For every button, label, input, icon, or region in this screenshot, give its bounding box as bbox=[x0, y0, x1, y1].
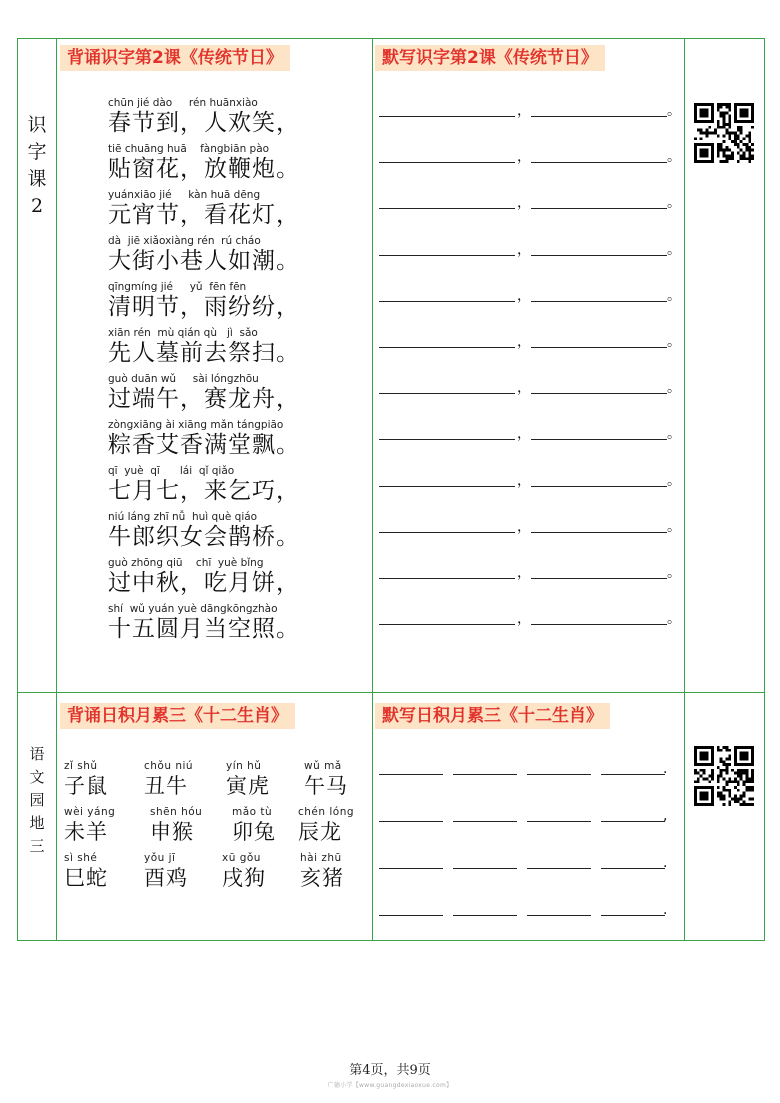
comma-mark: ， bbox=[517, 518, 531, 535]
table-border-bottom bbox=[17, 940, 765, 941]
hanzi: 大街小巷人如潮。 bbox=[108, 248, 300, 274]
answer-blank[interactable] bbox=[531, 162, 667, 163]
answer-blank[interactable] bbox=[379, 301, 515, 302]
dictation-row bbox=[379, 804, 679, 826]
dictation-row bbox=[379, 330, 679, 352]
hanzi: 春节到，人欢笑， bbox=[108, 110, 300, 136]
zodiac-item bbox=[64, 806, 144, 846]
pinyin: niú láng zhī nǚ huì què qiáo bbox=[108, 511, 258, 523]
dictation-row bbox=[379, 898, 679, 920]
pinyin: wèi yáng bbox=[64, 806, 116, 818]
table-border-right bbox=[764, 38, 765, 941]
period-mark: 。 bbox=[667, 149, 681, 166]
period-mark: 。 bbox=[667, 565, 681, 581]
zodiac-item bbox=[298, 806, 378, 846]
poem-line bbox=[108, 235, 300, 275]
comma-mark: ， bbox=[517, 149, 531, 166]
dictation-row bbox=[379, 376, 679, 398]
pinyin: zòngxiāng ài xiāng mǎn tángpiāo bbox=[108, 419, 284, 431]
answer-blank[interactable] bbox=[601, 774, 665, 775]
hanzi: 先人墓前去祭扫。 bbox=[108, 340, 300, 366]
hanzi: 丑牛 bbox=[144, 774, 188, 798]
pinyin: yín hǔ bbox=[226, 760, 262, 772]
period-mark: 。 bbox=[667, 241, 681, 258]
zodiac-item bbox=[64, 852, 144, 892]
hanzi: 辰龙 bbox=[298, 820, 342, 844]
qr-code-icon bbox=[694, 103, 754, 163]
answer-blank[interactable] bbox=[379, 208, 515, 209]
dictation-row bbox=[379, 145, 679, 167]
pinyin: sì shé bbox=[64, 852, 98, 864]
lesson-label-char: 字 bbox=[27, 141, 47, 163]
poem-line bbox=[108, 97, 300, 137]
hanzi: 牛郎织女会鹊桥。 bbox=[108, 524, 300, 550]
end-mark: , bbox=[663, 808, 668, 824]
pinyin: wǔ mǎ bbox=[304, 760, 342, 772]
table-border-top bbox=[17, 38, 765, 39]
pinyin: tiē chuāng huā fàngbiān pào bbox=[108, 143, 270, 155]
hanzi: 巳蛇 bbox=[64, 866, 108, 890]
lesson-label-char: 三 bbox=[29, 837, 45, 855]
page-number: 第4页，共9页 bbox=[349, 1063, 431, 1078]
dictation-heading: 默写识字第2课《传统节日》 bbox=[375, 45, 605, 71]
period-mark: 。 bbox=[667, 380, 681, 397]
pinyin: yǒu jī bbox=[144, 852, 176, 864]
pinyin: zǐ shǔ bbox=[64, 760, 98, 772]
pinyin: chǒu niú bbox=[144, 760, 194, 772]
end-mark: . bbox=[663, 855, 668, 871]
hanzi: 子鼠 bbox=[64, 774, 108, 798]
pinyin: qīngmíng jié yǔ fēn fēn bbox=[108, 281, 247, 293]
lesson-label bbox=[18, 112, 56, 220]
pinyin: yuánxiāo jié kàn huā dēng bbox=[108, 189, 261, 201]
dictation-row bbox=[379, 422, 679, 444]
answer-blank[interactable] bbox=[601, 868, 665, 869]
lesson-label-char: 园 bbox=[29, 791, 45, 809]
hanzi: 粽香艾香满堂飘。 bbox=[108, 432, 300, 458]
answer-blank[interactable] bbox=[531, 255, 667, 256]
hanzi: 酉鸡 bbox=[144, 866, 188, 890]
answer-blank[interactable] bbox=[531, 347, 667, 348]
answer-blank[interactable] bbox=[531, 393, 667, 394]
hanzi: 午马 bbox=[304, 774, 348, 798]
dictation-row bbox=[379, 607, 679, 629]
dictation-row bbox=[379, 469, 679, 491]
period-mark: 。 bbox=[667, 334, 681, 350]
answer-blank[interactable] bbox=[531, 486, 667, 487]
answer-blank[interactable] bbox=[527, 774, 591, 775]
poem-line bbox=[108, 143, 300, 183]
zodiac-item bbox=[144, 760, 224, 800]
dictation-row bbox=[379, 561, 679, 583]
answer-blank[interactable] bbox=[453, 774, 517, 775]
hanzi: 卯兔 bbox=[232, 820, 276, 844]
answer-blank[interactable] bbox=[379, 393, 515, 394]
end-mark: . bbox=[663, 902, 668, 918]
poem-line bbox=[108, 603, 300, 643]
hanzi: 过端午，赛龙舟， bbox=[108, 386, 300, 412]
poem-line bbox=[108, 557, 300, 597]
zodiac-item bbox=[64, 760, 144, 800]
pinyin: guò zhōng qiū chī yuè bǐng bbox=[108, 557, 264, 569]
poem-line bbox=[108, 465, 300, 505]
hanzi: 申猴 bbox=[150, 820, 194, 844]
pinyin: dà jiē xiǎoxiàng rén rú cháo bbox=[108, 235, 261, 247]
comma-mark: ， bbox=[517, 426, 531, 443]
hanzi: 十五圆月当空照。 bbox=[108, 616, 300, 642]
lesson-label-char: 2 bbox=[30, 195, 44, 217]
dictation-row bbox=[379, 515, 679, 537]
poem-line bbox=[108, 327, 300, 367]
comma-mark: ， bbox=[517, 611, 531, 628]
comma-mark: ， bbox=[517, 287, 531, 304]
comma-mark: ， bbox=[517, 103, 531, 119]
answer-blank[interactable] bbox=[531, 532, 667, 533]
hanzi: 未羊 bbox=[64, 820, 108, 844]
period-mark: 。 bbox=[667, 518, 681, 535]
label-column-divider bbox=[56, 38, 57, 941]
poem-line bbox=[108, 189, 300, 229]
zodiac-item bbox=[304, 760, 384, 800]
answer-blank[interactable] bbox=[379, 868, 443, 869]
answer-blank[interactable] bbox=[379, 821, 443, 822]
answer-blank[interactable] bbox=[527, 868, 591, 869]
answer-blank[interactable] bbox=[379, 347, 515, 348]
answer-blank[interactable] bbox=[531, 624, 667, 625]
recite-heading: 背诵日积月累三《十二生肖》 bbox=[60, 703, 295, 729]
period-mark: 。 bbox=[667, 426, 681, 443]
pinyin: xiān rén mù qián qù jì sǎo bbox=[108, 327, 258, 339]
comma-mark: ， bbox=[517, 195, 531, 212]
dictation-heading: 默写日积月累三《十二生肖》 bbox=[375, 703, 610, 729]
lesson-label-char: 地 bbox=[29, 814, 45, 832]
hanzi: 过中秋，吃月饼， bbox=[108, 570, 300, 596]
watermark: 广德小学【www.guangdexiaoxue.com】 bbox=[327, 1082, 453, 1089]
table-row-divider bbox=[17, 692, 765, 693]
pinyin: hài zhū bbox=[300, 852, 342, 864]
answer-blank[interactable] bbox=[379, 255, 515, 256]
comma-mark: ， bbox=[517, 241, 531, 258]
pinyin: qī yuè qī lái qǐ qiǎo bbox=[108, 465, 235, 477]
comma-mark: ， bbox=[517, 565, 531, 581]
answer-blank[interactable] bbox=[453, 915, 517, 916]
pinyin: shí wǔ yuán yuè dāngkōngzhào bbox=[108, 603, 278, 615]
dictation-row bbox=[379, 191, 679, 213]
pinyin: mǎo tù bbox=[232, 806, 273, 818]
dictation-row bbox=[379, 238, 679, 260]
poem-line bbox=[108, 373, 300, 413]
answer-blank[interactable] bbox=[379, 578, 515, 579]
zodiac-item bbox=[150, 806, 230, 846]
period-mark: 。 bbox=[667, 195, 681, 212]
comma-mark: ， bbox=[517, 334, 531, 350]
zodiac-item bbox=[226, 760, 306, 800]
dictation-row bbox=[379, 99, 679, 121]
answer-blank[interactable] bbox=[379, 624, 515, 625]
answer-blank[interactable] bbox=[453, 821, 517, 822]
hanzi: 亥猪 bbox=[300, 866, 344, 890]
qr-column-divider bbox=[684, 38, 685, 941]
dictation-row bbox=[379, 851, 679, 873]
period-mark: 。 bbox=[667, 103, 681, 119]
hanzi: 七月七，来乞巧， bbox=[108, 478, 300, 504]
pinyin: xū gǒu bbox=[222, 852, 261, 864]
dictation-row bbox=[379, 757, 679, 779]
recite-heading: 背诵识字第2课《传统节日》 bbox=[60, 45, 290, 71]
pinyin: guò duān wǔ sài lóngzhōu bbox=[108, 373, 259, 385]
answer-blank[interactable] bbox=[379, 486, 515, 487]
answer-blank[interactable] bbox=[379, 532, 515, 533]
answer-blank[interactable] bbox=[531, 208, 667, 209]
answer-blank[interactable] bbox=[527, 821, 591, 822]
period-mark: 。 bbox=[667, 287, 681, 304]
poem-line bbox=[108, 511, 300, 551]
lesson-label-char: 识 bbox=[27, 114, 47, 136]
lesson-label-char: 课 bbox=[27, 168, 47, 190]
hanzi: 清明节，雨纷纷， bbox=[108, 294, 300, 320]
answer-blank[interactable] bbox=[379, 774, 443, 775]
comma-mark: ， bbox=[517, 380, 531, 397]
lesson-label-char: 文 bbox=[29, 768, 45, 786]
hanzi: 戌狗 bbox=[222, 866, 266, 890]
answer-blank[interactable] bbox=[531, 301, 667, 302]
dictation-row bbox=[379, 284, 679, 306]
lesson-label bbox=[18, 743, 56, 858]
poem-line bbox=[108, 281, 300, 321]
pinyin: chén lóng bbox=[298, 806, 355, 818]
period-mark: 。 bbox=[667, 611, 681, 628]
comma-mark: ， bbox=[517, 472, 531, 489]
pinyin: chūn jié dào rén huānxiào bbox=[108, 97, 258, 109]
zodiac-item bbox=[222, 852, 302, 892]
answer-blank[interactable] bbox=[379, 162, 515, 163]
answer-blank[interactable] bbox=[531, 439, 667, 440]
zodiac-item bbox=[300, 852, 380, 892]
hanzi: 元宵节，看花灯， bbox=[108, 202, 300, 228]
period-mark: 。 bbox=[667, 472, 681, 489]
zodiac-item bbox=[144, 852, 224, 892]
end-mark: . bbox=[663, 761, 668, 777]
answer-blank[interactable] bbox=[379, 439, 515, 440]
hanzi: 贴窗花，放鞭炮。 bbox=[108, 156, 300, 182]
answer-blank[interactable] bbox=[379, 915, 443, 916]
answer-blank[interactable] bbox=[379, 116, 515, 117]
answer-blank[interactable] bbox=[527, 915, 591, 916]
hanzi: 寅虎 bbox=[226, 774, 270, 798]
answer-blank[interactable] bbox=[453, 868, 517, 869]
poem-line bbox=[108, 419, 300, 459]
qr-code-icon bbox=[694, 746, 754, 806]
answer-blank[interactable] bbox=[601, 821, 665, 822]
pinyin: shēn hóu bbox=[150, 806, 203, 818]
answer-blank[interactable] bbox=[531, 578, 667, 579]
answer-blank[interactable] bbox=[601, 915, 665, 916]
lesson-label-char: 语 bbox=[29, 745, 45, 763]
answer-blank[interactable] bbox=[531, 116, 667, 117]
